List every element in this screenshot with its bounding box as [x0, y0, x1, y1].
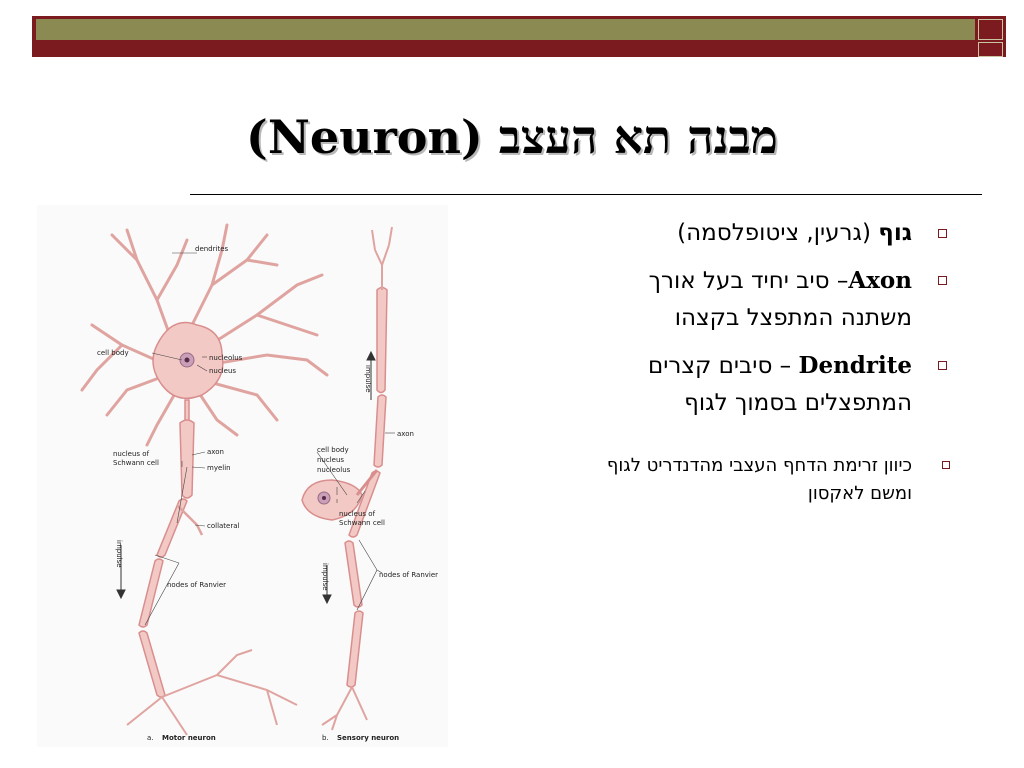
label-sensory-schwann-2: Schwann cell [339, 519, 385, 527]
label-nucleolus: nucleolus [209, 354, 243, 362]
label-myelin: myelin [207, 464, 231, 472]
label-nucleus: nucleus [209, 367, 237, 375]
bullet-body-bold: גוף [878, 220, 912, 246]
sensory-terminal [322, 687, 367, 730]
bullet-box-icon [938, 229, 947, 238]
bullet-body [582, 215, 962, 252]
label-nucleus-schwann: nucleus of [113, 450, 150, 458]
bullet-box-icon [938, 361, 947, 370]
bullet-box-icon [938, 276, 947, 285]
label-sensory-nucleus: nucleus [317, 456, 345, 464]
label-caption-a: a. [147, 734, 154, 742]
header-olive-stripe [36, 19, 975, 40]
slide-title: מבנה תא העצב (Neuron) [246, 110, 778, 164]
label-collateral: collateral [207, 522, 240, 530]
bullet-axon [582, 262, 962, 337]
label-sensory-nucleolus: nucleolus [317, 466, 351, 474]
label-nucleus-schwann-2: Schwann cell [113, 459, 159, 467]
label-sensory-impulse: impulse [364, 365, 372, 393]
bullet-impulse-direction [582, 452, 962, 508]
label-caption-sensory: Sensory neuron [337, 734, 400, 742]
neuron-diagram [37, 205, 448, 747]
bullet-impulse-text: כיוון זרימת הדחף העצבי מהדנדריט לגוף ומשם לאקסון [606, 455, 912, 504]
bullet-axon-term: Axon [848, 267, 912, 294]
label-impulse: impulse [115, 540, 123, 568]
motor-nucleolus [185, 358, 190, 363]
bullet-axon-text: – סיב יחיד בעל אורך משתנה המתפצל בקצהו [648, 268, 912, 331]
bullet-box-icon [942, 461, 950, 469]
label-dendrites: dendrites [195, 245, 229, 253]
label-axon: axon [207, 448, 224, 456]
title-rule [190, 194, 982, 195]
bullet-body-text: (גרעין, ציטופלסמה) [677, 220, 879, 246]
label-sensory-cell-body: cell body [317, 446, 349, 454]
header-square-lower [978, 42, 1003, 57]
sensory-top-dendrites [372, 227, 392, 290]
bullet-dendrite [582, 347, 962, 422]
label-caption-b: b. [322, 734, 329, 742]
bullet-list [582, 215, 962, 518]
label-sensory-axon: axon [397, 430, 414, 438]
label-cell-body: cell body [97, 349, 129, 357]
header-square [978, 19, 1003, 40]
label-sensory-impulse-2: impulse [321, 563, 329, 591]
label-caption-motor: Motor neuron [162, 734, 216, 742]
neuron-figure [37, 205, 448, 747]
motor-collateral [177, 505, 202, 535]
bullet-dendrite-text: – סיבים קצרים המתפצלים בסמוך לגוף [647, 353, 912, 416]
bullet-dendrite-term: Dendrite [798, 352, 912, 379]
sensory-nucleolus [322, 496, 326, 500]
label-sensory-schwann: nucleus of [339, 510, 376, 518]
label-sensory-nodes: nodes of Ranvier [379, 571, 439, 579]
label-nodes-ranvier: nodes of Ranvier [167, 581, 227, 589]
